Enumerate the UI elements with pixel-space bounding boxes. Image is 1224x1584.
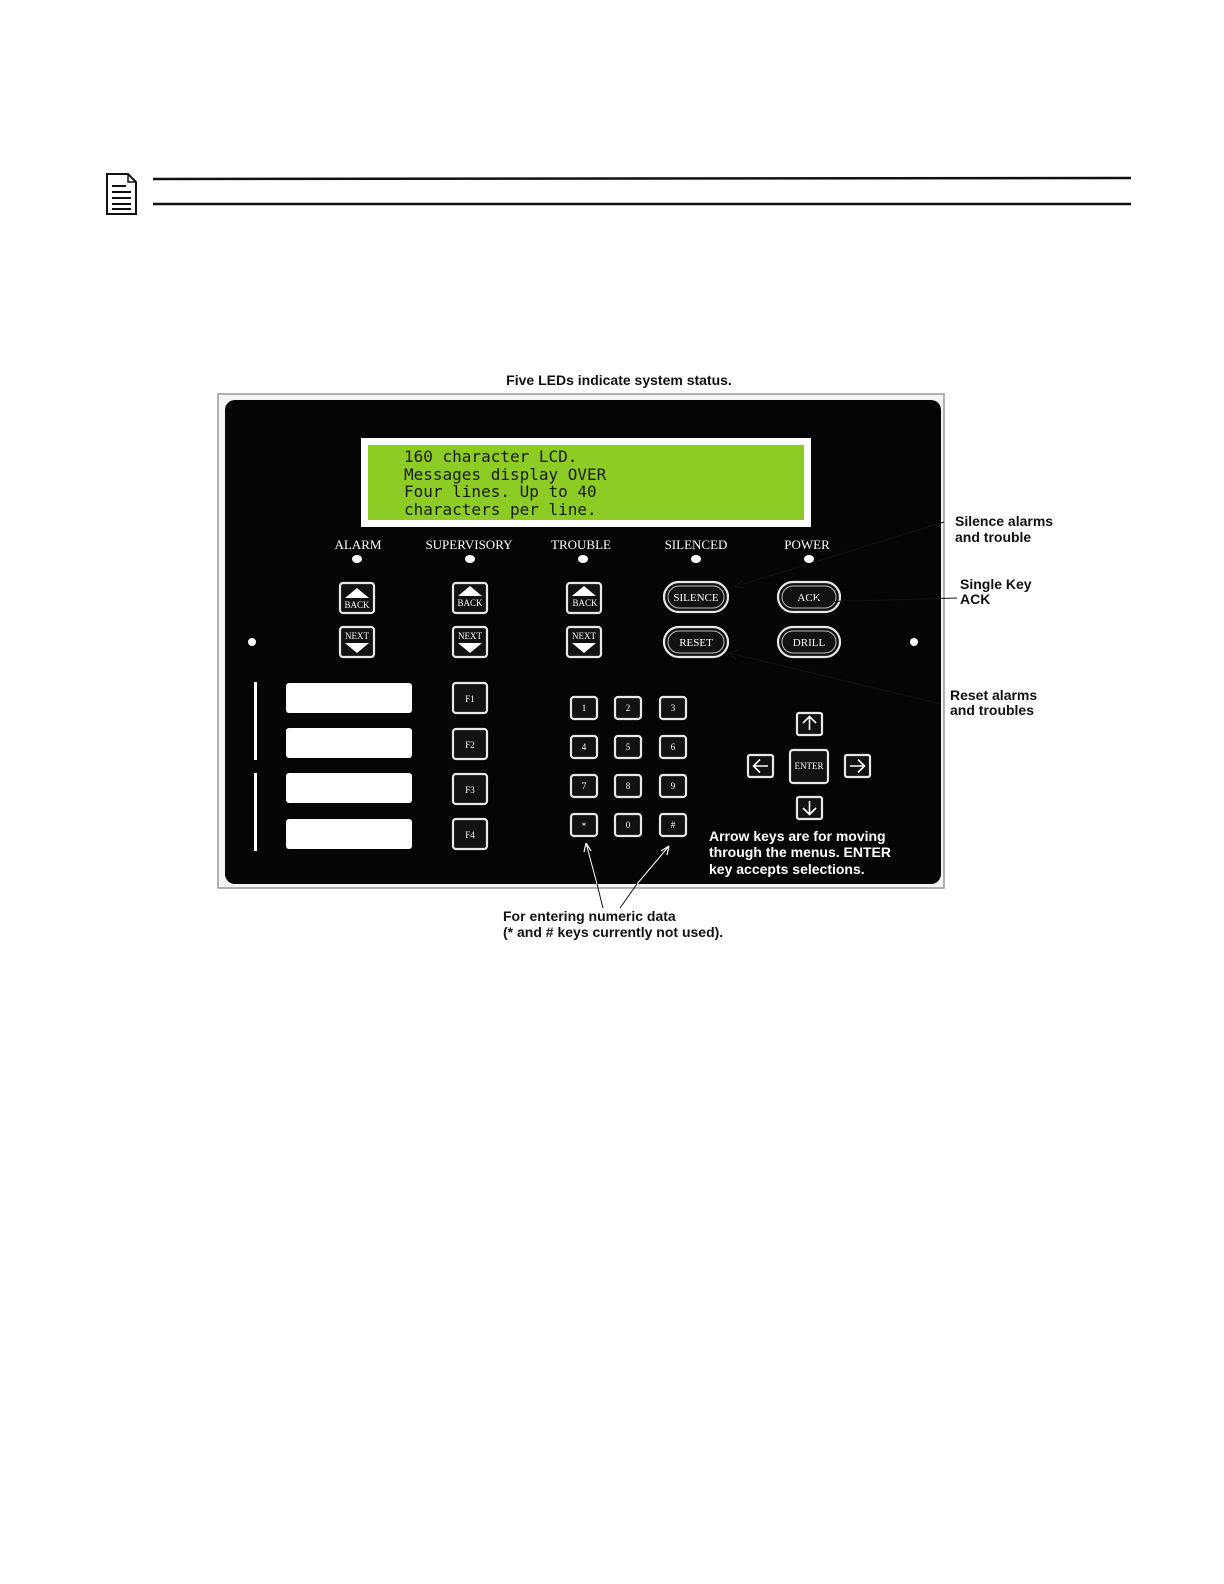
- led-label-alarm: ALARM: [334, 537, 382, 552]
- lcd-line-2: Messages display OVER: [404, 465, 607, 484]
- panel-screw-left: [248, 638, 256, 646]
- next-key-label: NEXT: [345, 631, 369, 641]
- supervisory-led: [465, 555, 475, 563]
- trouble-next-button[interactable]: [567, 627, 601, 657]
- key-5-label: 5: [625, 742, 631, 752]
- f3-label-slot: [286, 773, 412, 803]
- silence-button[interactable]: [664, 582, 728, 612]
- silenced-led: [691, 555, 701, 563]
- lcd-line-3: Four lines. Up to 40: [404, 482, 597, 501]
- reset-note-line-1: Reset alarms: [950, 687, 1038, 703]
- enter-button-label: ENTER: [794, 761, 824, 771]
- f1-label-slot: [286, 683, 412, 713]
- numeric-note-line-1: For entering numeric data: [503, 908, 676, 924]
- lcd-line-4: characters per line.: [404, 500, 597, 519]
- reset-note-line-2: and troubles: [950, 702, 1035, 718]
- numeric-note-line-2: (* and # keys currently not used).: [503, 924, 724, 940]
- key-6[interactable]: [660, 736, 686, 758]
- led-label-power: POWER: [784, 537, 830, 552]
- drill-button-label: DRILL: [792, 637, 826, 649]
- key-2-label: 2: [625, 703, 631, 713]
- figure-caption-top: Five LEDs indicate system status.: [506, 372, 732, 388]
- f4-button[interactable]: [453, 819, 487, 849]
- key-8-label: 8: [625, 781, 631, 791]
- key-7[interactable]: [571, 775, 597, 797]
- alarm-back-button[interactable]: [340, 583, 374, 613]
- key-star-label: *: [581, 821, 587, 831]
- back-key-label: BACK: [457, 598, 483, 608]
- panel-screw-right: [910, 638, 918, 646]
- silence-note-line-2: and trouble: [955, 529, 1032, 545]
- led-label-silenced: SILENCED: [664, 537, 728, 552]
- arrow-keys-note-line-3: key accepts selections.: [709, 861, 865, 877]
- silence-note-line-1: Silence alarms: [955, 513, 1054, 529]
- power-led: [804, 555, 814, 563]
- trouble-back-button[interactable]: [567, 583, 601, 613]
- led-label-supervisory: SUPERVISORY: [425, 537, 513, 552]
- alarm-next-button[interactable]: [340, 627, 374, 657]
- lcd-display: [361, 438, 811, 527]
- ack-note-line-1: Single Key: [960, 576, 1032, 592]
- key-8[interactable]: [615, 775, 641, 797]
- key-1-label: 1: [581, 703, 587, 713]
- key-2[interactable]: [615, 697, 641, 719]
- key-0-label: 0: [625, 820, 631, 830]
- note-icon: [107, 174, 136, 214]
- arrow-keys-note-line-2: through the menus. ENTER: [709, 844, 891, 860]
- down-arrow-button[interactable]: [797, 797, 822, 819]
- silence-button-label: SILENCE: [673, 592, 719, 604]
- right-arrow-button[interactable]: [845, 755, 870, 777]
- f1-button[interactable]: [453, 683, 487, 713]
- ack-note-line-2: ACK: [960, 591, 991, 607]
- key-hash[interactable]: [660, 814, 686, 836]
- next-key-label: NEXT: [458, 631, 482, 641]
- supervisory-next-button[interactable]: [453, 627, 487, 657]
- lcd-line-1: 160 character LCD.: [404, 447, 578, 466]
- key-5[interactable]: [615, 736, 641, 758]
- trouble-led: [578, 555, 588, 563]
- f1-label: F1: [465, 694, 475, 704]
- up-arrow-button[interactable]: [797, 713, 822, 735]
- key-3-label: 3: [670, 703, 676, 713]
- alarm-led: [352, 555, 362, 563]
- back-key-label: BACK: [344, 600, 370, 610]
- note-rule-top: [153, 178, 1131, 179]
- f2-label: F2: [465, 740, 475, 750]
- f2-button[interactable]: [453, 729, 487, 759]
- key-hash-label: #: [670, 820, 676, 830]
- reset-button-label: RESET: [679, 637, 713, 649]
- f4-label: F4: [465, 830, 475, 840]
- function-bar-upper: [254, 682, 257, 760]
- left-arrow-button[interactable]: [748, 755, 773, 777]
- key-4[interactable]: [571, 736, 597, 758]
- next-key-label: NEXT: [572, 631, 596, 641]
- key-6-label: 6: [670, 742, 676, 752]
- drill-button[interactable]: [778, 627, 840, 657]
- key-7-label: 7: [581, 781, 587, 791]
- enter-button[interactable]: [790, 750, 828, 783]
- function-bar-lower: [254, 773, 257, 851]
- ack-button[interactable]: [778, 582, 840, 612]
- key-3[interactable]: [660, 697, 686, 719]
- key-9-label: 9: [670, 781, 676, 791]
- key-1[interactable]: [571, 697, 597, 719]
- key-4-label: 4: [581, 742, 587, 752]
- key-0[interactable]: [615, 814, 641, 836]
- f3-button[interactable]: [453, 774, 487, 804]
- reset-button[interactable]: [664, 627, 728, 657]
- key-star[interactable]: [571, 814, 597, 836]
- back-key-label: BACK: [572, 598, 598, 608]
- arrow-keys-note-line-1: Arrow keys are for moving: [709, 828, 886, 844]
- f3-label: F3: [465, 785, 475, 795]
- key-9[interactable]: [660, 775, 686, 797]
- supervisory-back-button[interactable]: [453, 583, 487, 613]
- f2-label-slot: [286, 728, 412, 758]
- f4-label-slot: [286, 819, 412, 849]
- ack-button-label: ACK: [797, 592, 821, 604]
- led-label-trouble: TROUBLE: [551, 537, 611, 552]
